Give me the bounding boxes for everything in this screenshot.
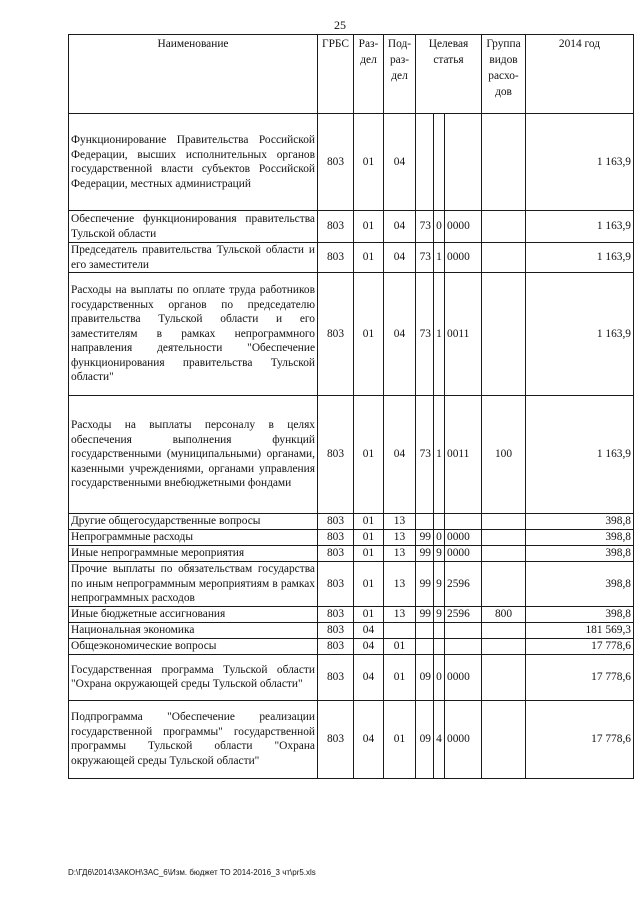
row-cs-direction	[445, 638, 482, 654]
row-vid-rashodov	[482, 700, 526, 778]
row-grbs: 803	[318, 530, 354, 546]
budget-table	[68, 34, 634, 779]
row-vid-rashodov	[482, 546, 526, 562]
row-name: Расходы на выплаты персоналу в целях обеспечения выполнения функций государственными (муниципальными) органами, казенными учреждениями, органами управления государственными внебюджетными фондами	[69, 396, 318, 514]
row-sum-2014: 17 778,6	[526, 638, 634, 654]
row-cs-program	[416, 514, 434, 530]
row-razdel: 01	[354, 243, 384, 273]
row-podrazdel: 04	[384, 396, 416, 514]
row-cs-direction: 0000	[445, 211, 482, 243]
row-cs-direction: 0000	[445, 530, 482, 546]
row-cs-subprogram: 9	[434, 546, 445, 562]
row-cs-subprogram	[434, 114, 445, 211]
row-vid-rashodov	[482, 243, 526, 273]
row-vid-rashodov	[482, 530, 526, 546]
header-grbs: ГРБС	[318, 35, 354, 114]
row-cs-program: 73	[416, 211, 434, 243]
row-cs-subprogram	[434, 514, 445, 530]
row-podrazdel: 13	[384, 606, 416, 622]
row-podrazdel: 01	[384, 638, 416, 654]
table-header-row	[69, 35, 634, 114]
file-path-footer: D:\ГД6\2014\ЗАКОН\ЗАС_6\Изм. бюджет ТО 2014-2016_3 чт\pr5.xls	[68, 868, 316, 877]
row-razdel: 01	[354, 514, 384, 530]
row-podrazdel: 13	[384, 514, 416, 530]
row-vid-rashodov	[482, 622, 526, 638]
row-grbs: 803	[318, 396, 354, 514]
table-row	[69, 273, 634, 396]
row-name: Национальная экономика	[69, 622, 318, 638]
row-cs-direction: 0000	[445, 700, 482, 778]
table-row	[69, 622, 634, 638]
table-row	[69, 114, 634, 211]
row-name: Иные непрограммные мероприятия	[69, 546, 318, 562]
row-cs-subprogram: 0	[434, 211, 445, 243]
row-cs-subprogram: 9	[434, 562, 445, 607]
row-sum-2014: 1 163,9	[526, 114, 634, 211]
row-cs-subprogram: 4	[434, 700, 445, 778]
row-cs-subprogram: 1	[434, 243, 445, 273]
row-razdel: 04	[354, 622, 384, 638]
row-podrazdel: 04	[384, 273, 416, 396]
row-sum-2014: 181 569,3	[526, 622, 634, 638]
row-grbs: 803	[318, 622, 354, 638]
row-name: Председатель правительства Тульской области и его заместители	[69, 243, 318, 273]
row-razdel: 04	[354, 654, 384, 700]
row-cs-program: 73	[416, 243, 434, 273]
table-row	[69, 530, 634, 546]
row-cs-subprogram: 0	[434, 654, 445, 700]
row-cs-program	[416, 638, 434, 654]
row-razdel: 01	[354, 546, 384, 562]
row-cs-program: 09	[416, 654, 434, 700]
row-cs-direction: 2596	[445, 562, 482, 607]
row-cs-program	[416, 622, 434, 638]
table-row	[69, 606, 634, 622]
row-podrazdel: 04	[384, 243, 416, 273]
row-razdel: 04	[354, 638, 384, 654]
header-podrazdel: Под- раз- дел	[384, 35, 416, 114]
row-cs-subprogram: 9	[434, 606, 445, 622]
row-grbs: 803	[318, 546, 354, 562]
table-row	[69, 243, 634, 273]
row-razdel: 01	[354, 273, 384, 396]
row-name: Функционирование Правительства Российской Федерации, высших исполнительных органов государственной власти субъектов Российской Федерации, местных администраций	[69, 114, 318, 211]
row-podrazdel: 01	[384, 654, 416, 700]
row-name: Общеэкономические вопросы	[69, 638, 318, 654]
row-name: Другие общегосударственные вопросы	[69, 514, 318, 530]
row-grbs: 803	[318, 606, 354, 622]
row-cs-program: 99	[416, 562, 434, 607]
row-razdel: 01	[354, 396, 384, 514]
row-cs-program	[416, 114, 434, 211]
row-vid-rashodov	[482, 114, 526, 211]
row-grbs: 803	[318, 211, 354, 243]
row-vid-rashodov	[482, 211, 526, 243]
row-cs-subprogram: 1	[434, 396, 445, 514]
row-sum-2014: 398,8	[526, 546, 634, 562]
row-grbs: 803	[318, 700, 354, 778]
row-vid-rashodov	[482, 638, 526, 654]
row-vid-rashodov	[482, 562, 526, 607]
row-vid-rashodov: 100	[482, 396, 526, 514]
row-razdel: 04	[354, 700, 384, 778]
row-grbs: 803	[318, 562, 354, 607]
row-cs-program: 99	[416, 530, 434, 546]
row-cs-direction: 0011	[445, 396, 482, 514]
row-razdel: 01	[354, 562, 384, 607]
row-sum-2014: 1 163,9	[526, 273, 634, 396]
row-name: Непрограммные расходы	[69, 530, 318, 546]
row-name: Расходы на выплаты по оплате труда работников государственных органов по председателю правительства Тульской области и его заместителям в рамках непрограммного направления деятельности "Обеспечение функционирования правительства Тульской области"	[69, 273, 318, 396]
row-name: Прочие выплаты по обязательствам государства по иным непрограммным мероприятиям в рамках непрограммных расходов	[69, 562, 318, 607]
row-cs-program: 99	[416, 546, 434, 562]
row-cs-direction	[445, 622, 482, 638]
header-razdel: Раз- дел	[354, 35, 384, 114]
header-name: Наименование	[69, 35, 318, 114]
row-grbs: 803	[318, 273, 354, 396]
table-row	[69, 546, 634, 562]
row-cs-direction: 0011	[445, 273, 482, 396]
row-grbs: 803	[318, 514, 354, 530]
row-sum-2014: 398,8	[526, 530, 634, 546]
table-row	[69, 700, 634, 778]
row-cs-direction	[445, 514, 482, 530]
row-grbs: 803	[318, 243, 354, 273]
row-cs-program: 73	[416, 396, 434, 514]
row-razdel: 01	[354, 606, 384, 622]
row-vid-rashodov	[482, 654, 526, 700]
row-sum-2014: 17 778,6	[526, 700, 634, 778]
row-podrazdel: 13	[384, 546, 416, 562]
row-vid-rashodov: 800	[482, 606, 526, 622]
row-podrazdel: 13	[384, 562, 416, 607]
row-cs-direction	[445, 114, 482, 211]
row-cs-program: 09	[416, 700, 434, 778]
row-podrazdel: 04	[384, 211, 416, 243]
row-cs-subprogram	[434, 638, 445, 654]
row-sum-2014: 398,8	[526, 514, 634, 530]
row-cs-direction: 0000	[445, 654, 482, 700]
row-cs-direction: 2596	[445, 606, 482, 622]
row-cs-subprogram	[434, 622, 445, 638]
header-year: 2014 год	[526, 35, 634, 114]
row-podrazdel: 13	[384, 530, 416, 546]
table-row	[69, 638, 634, 654]
row-cs-direction: 0000	[445, 546, 482, 562]
row-sum-2014: 1 163,9	[526, 211, 634, 243]
row-name: Иные бюджетные ассигнования	[69, 606, 318, 622]
row-cs-program: 73	[416, 273, 434, 396]
row-razdel: 01	[354, 211, 384, 243]
row-cs-direction: 0000	[445, 243, 482, 273]
row-vid-rashodov	[482, 273, 526, 396]
row-podrazdel: 04	[384, 114, 416, 211]
row-name: Подпрограмма "Обеспечение реализации государственной программы" государственной программы Тульской области "Охрана окружающей среды Тульской области"	[69, 700, 318, 778]
row-cs-subprogram: 1	[434, 273, 445, 396]
row-sum-2014: 1 163,9	[526, 396, 634, 514]
row-razdel: 01	[354, 530, 384, 546]
row-sum-2014: 398,8	[526, 606, 634, 622]
header-gruppa: Группа видов расхо- дов	[482, 35, 526, 114]
row-cs-program: 99	[416, 606, 434, 622]
table-row	[69, 562, 634, 607]
table-row	[69, 211, 634, 243]
row-sum-2014: 17 778,6	[526, 654, 634, 700]
row-podrazdel	[384, 622, 416, 638]
row-sum-2014: 1 163,9	[526, 243, 634, 273]
table-row	[69, 396, 634, 514]
header-celevaya: Целевая статья	[416, 35, 482, 114]
row-cs-subprogram: 0	[434, 530, 445, 546]
table-row	[69, 514, 634, 530]
row-grbs: 803	[318, 114, 354, 211]
row-sum-2014: 398,8	[526, 562, 634, 607]
row-grbs: 803	[318, 638, 354, 654]
row-vid-rashodov	[482, 514, 526, 530]
row-razdel: 01	[354, 114, 384, 211]
table-row	[69, 654, 634, 700]
page-number: 25	[334, 18, 346, 32]
row-name: Обеспечение функционирования правительства Тульской области	[69, 211, 318, 243]
row-podrazdel: 01	[384, 700, 416, 778]
row-name: Государственная программа Тульской области "Охрана окружающей среды Тульской области"	[69, 654, 318, 700]
row-grbs: 803	[318, 654, 354, 700]
